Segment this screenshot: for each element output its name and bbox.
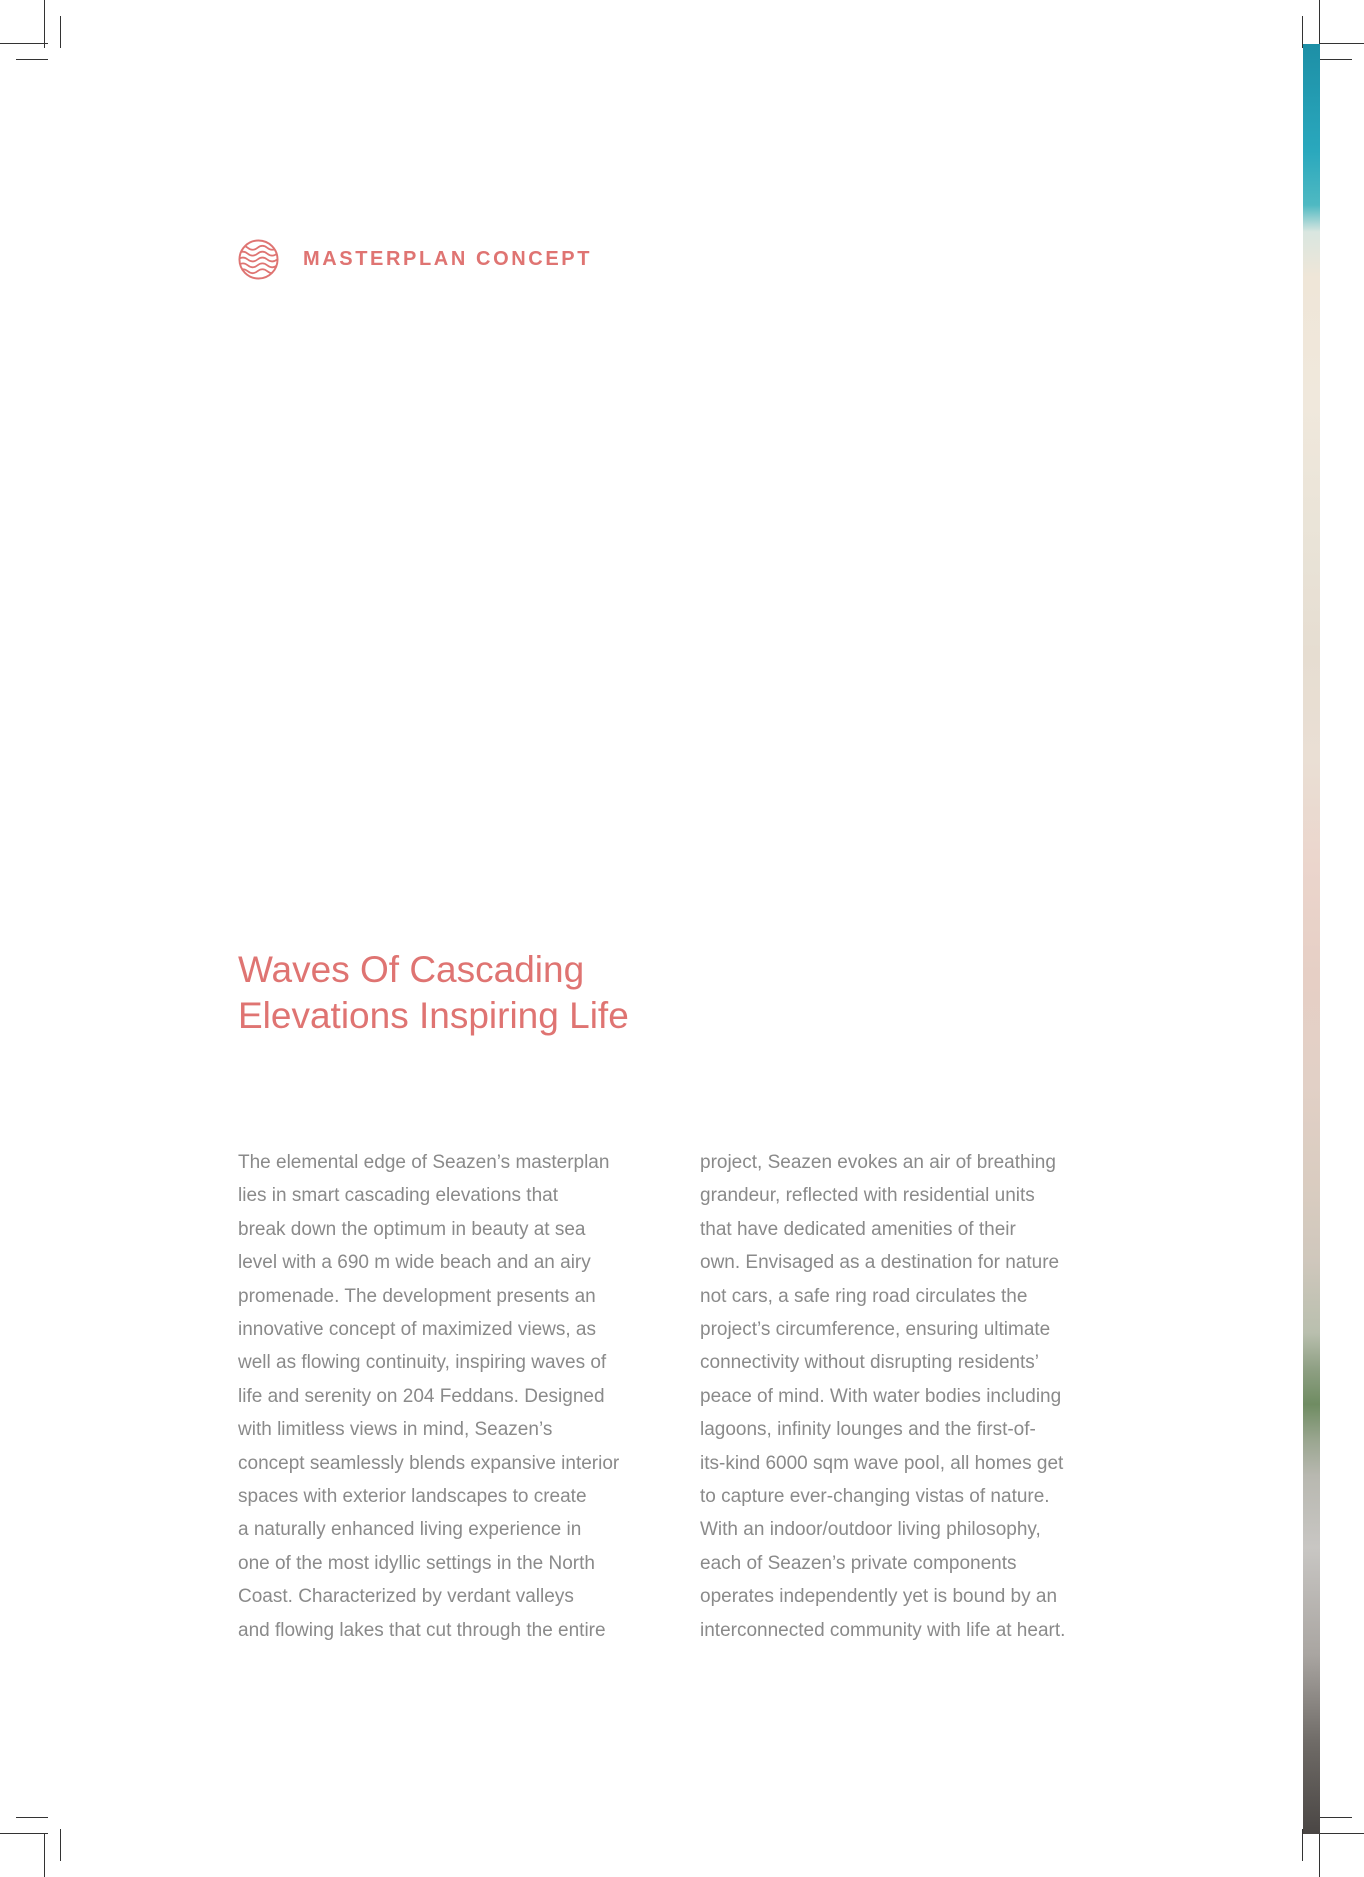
body-column-left <box>238 1146 688 1647</box>
body-line: project’s circumference, ensuring ultimate <box>700 1319 1051 1341</box>
body-line: connectivity without disrupting residents’ <box>700 1352 1040 1374</box>
body-column-right <box>700 1146 1150 1647</box>
crop-mark-top-right-h <box>1320 43 1364 44</box>
body-line: not cars, a safe ring road circulates the <box>700 1285 1028 1307</box>
crop-mark-top-right-h2 <box>1320 59 1352 60</box>
body-line: lagoons, infinity lounges and the first-of- <box>700 1419 1036 1441</box>
body-line: well as flowing continuity, inspiring waves of <box>238 1352 607 1374</box>
body-line: and flowing lakes that cut through the entire <box>238 1619 606 1641</box>
crop-mark-bottom-right-h2 <box>1320 1817 1352 1818</box>
body-line: concept seamlessly blends expansive interior <box>238 1452 620 1474</box>
crop-mark-bottom-left-h <box>0 1833 48 1834</box>
headline-line: Elevations Inspiring Life <box>238 995 629 1036</box>
body-line: interconnected community with life at heart. <box>700 1619 1066 1641</box>
body-line: operates independently yet is bound by an <box>700 1586 1058 1608</box>
page-headline <box>238 947 838 1039</box>
waves-circle-icon <box>238 239 279 280</box>
crop-mark-bottom-left-v <box>44 1833 45 1877</box>
crop-mark-bottom-left-v2 <box>60 1829 61 1861</box>
body-line: lies in smart cascading elevations that <box>238 1185 558 1207</box>
crop-mark-bottom-right-v <box>1319 1833 1320 1877</box>
body-line: grandeur, reflected with residential units <box>700 1185 1035 1207</box>
body-line: one of the most idyllic settings in the North <box>238 1552 595 1574</box>
crop-mark-top-left-v2 <box>60 16 61 48</box>
body-line: that have dedicated amenities of their <box>700 1218 1016 1240</box>
body-line: own. Envisaged as a destination for nature <box>700 1252 1060 1274</box>
crop-mark-top-left-h2 <box>16 59 48 60</box>
crop-mark-top-right-v <box>1319 0 1320 48</box>
crop-mark-top-left-v <box>44 0 45 48</box>
body-line: promenade. The development presents an <box>238 1285 596 1307</box>
aerial-photo-strip <box>1303 44 1320 1834</box>
body-line: break down the optimum in beauty at sea <box>238 1218 586 1240</box>
crop-mark-bottom-right-h <box>1320 1833 1364 1834</box>
body-line: spaces with exterior landscapes to create <box>238 1486 587 1508</box>
body-line: a naturally enhanced living experience in <box>238 1519 582 1541</box>
body-line: level with a 690 m wide beach and an airy <box>238 1252 591 1274</box>
body-line: its-kind 6000 sqm wave pool, all homes get <box>700 1452 1064 1474</box>
body-line: with limitless views in mind, Seazen’s <box>238 1419 553 1441</box>
body-line: project, Seazen evokes an air of breathing <box>700 1152 1056 1173</box>
body-line: Coast. Characterized by verdant valleys <box>238 1586 574 1608</box>
section-title: MASTERPLAN CONCEPT <box>303 247 593 270</box>
section-header <box>238 238 592 280</box>
headline-line: Waves Of Cascading <box>238 949 585 990</box>
body-line: each of Seazen’s private components <box>700 1552 1017 1574</box>
body-line: innovative concept of maximized views, as <box>238 1319 596 1341</box>
crop-mark-bottom-left-h2 <box>16 1817 48 1818</box>
body-line: With an indoor/outdoor living philosophy, <box>700 1519 1041 1541</box>
body-line: peace of mind. With water bodies including <box>700 1385 1062 1407</box>
body-line: to capture ever-changing vistas of nature. <box>700 1486 1050 1508</box>
body-line: life and serenity on 204 Feddans. Designed <box>238 1385 605 1407</box>
body-line: The elemental edge of Seazen’s masterplan <box>238 1152 610 1173</box>
crop-mark-top-left-h <box>0 43 48 44</box>
